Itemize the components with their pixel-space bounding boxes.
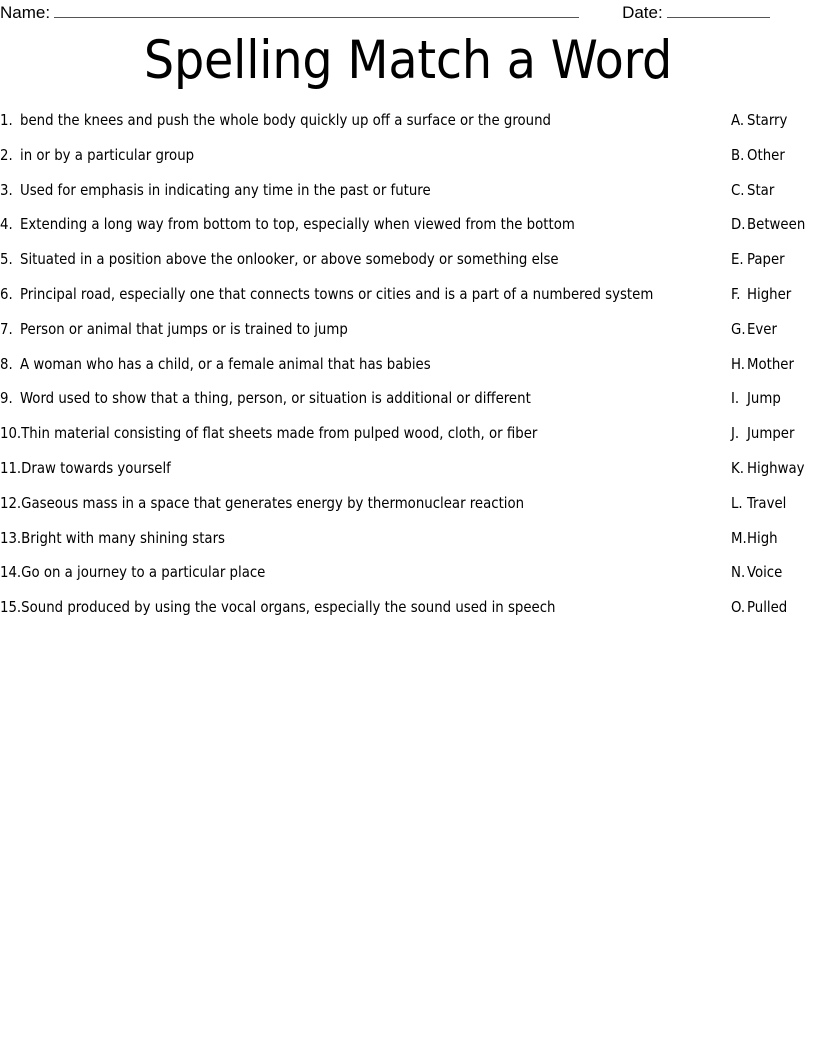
definition-item-8[interactable] — [0, 355, 722, 375]
choice-letter: O. — [731, 599, 746, 617]
choice-item-k[interactable] — [731, 459, 816, 479]
definition-item-13[interactable] — [0, 529, 722, 549]
name-blank-line[interactable] — [54, 2, 579, 18]
definition-item-12[interactable] — [0, 494, 722, 514]
choice-item-i[interactable] — [731, 389, 816, 409]
choice-item-e[interactable] — [731, 250, 816, 270]
choice-word: Voice — [747, 564, 783, 582]
definition-text: Situated in a position above the onlooker, or above somebody or something else — [20, 251, 559, 269]
choice-letter: D. — [731, 216, 746, 234]
definition-number: 1. — [0, 112, 13, 129]
definition-text: Sound produced by using the vocal organs, especially the sound used in speech — [21, 599, 556, 617]
definition-text: Word used to show that a thing, person, or situation is additional or different — [20, 390, 531, 408]
choice-word: Paper — [747, 251, 785, 269]
choice-item-f[interactable] — [731, 285, 816, 305]
definition-item-7[interactable] — [0, 320, 722, 340]
choice-item-b[interactable] — [731, 146, 816, 166]
definition-item-4[interactable] — [0, 215, 722, 235]
choice-item-l[interactable] — [731, 494, 816, 514]
choice-word: Ever — [747, 320, 777, 338]
table-row — [0, 560, 816, 595]
date-blank-line[interactable] — [667, 2, 770, 18]
definition-number: 5. — [0, 251, 13, 269]
definition-text: Gaseous mass in a space that generates energy by thermonuclear reaction — [21, 494, 525, 512]
definition-text: Draw towards yourself — [21, 459, 171, 477]
choice-item-j[interactable] — [731, 424, 816, 444]
definition-text: Go on a journey to a particular place — [21, 564, 266, 582]
choice-word: Travel — [747, 494, 787, 512]
choice-letter: N. — [731, 564, 746, 582]
definition-item-3[interactable] — [0, 181, 722, 201]
definition-number: 2. — [0, 146, 13, 164]
definition-text: Thin material consisting of flat sheets made from pulped wood, cloth, or fiber — [21, 425, 538, 443]
choice-letter: M. — [731, 529, 747, 547]
definition-item-11[interactable] — [0, 459, 722, 479]
choice-letter: F. — [731, 285, 741, 303]
choice-item-h[interactable] — [731, 355, 816, 375]
definition-text: in or by a particular group — [20, 146, 195, 164]
definition-item-9[interactable] — [0, 389, 722, 409]
table-row — [0, 317, 816, 352]
definition-item-14[interactable] — [0, 563, 722, 583]
table-row — [0, 282, 816, 317]
definition-text: A woman who has a child, or a female animal that has babies — [20, 355, 431, 373]
choice-word: Mother — [747, 355, 794, 373]
choice-item-d[interactable] — [731, 215, 816, 235]
date-label: Date: — [622, 3, 663, 22]
definition-number: 8. — [0, 355, 13, 373]
choice-item-c[interactable] — [731, 181, 816, 201]
name-label: Name: — [0, 3, 51, 22]
choice-item-m[interactable] — [731, 529, 816, 549]
choice-word: Other — [747, 146, 785, 164]
definition-text: bend the knees and push the whole body quickly up off a surface or the ground — [20, 112, 551, 129]
definition-item-1[interactable] — [0, 111, 722, 131]
choice-letter: G. — [731, 320, 746, 338]
definition-number: 3. — [0, 181, 13, 199]
definition-item-2[interactable] — [0, 146, 722, 166]
table-row — [0, 143, 816, 178]
choice-word: Star — [747, 181, 775, 199]
definition-text: Person or animal that jumps or is trained to jump — [20, 320, 348, 338]
table-row — [0, 526, 816, 561]
definition-text: Principal road, especially one that connects towns or cities and is a part of a numbered system — [20, 285, 654, 303]
choice-word: Jump — [747, 390, 781, 408]
choice-letter: J. — [731, 425, 740, 443]
table-row — [0, 108, 816, 143]
choice-letter: I. — [731, 390, 740, 408]
choice-letter: B. — [731, 146, 745, 164]
definition-number: 9. — [0, 390, 13, 408]
matching-list — [0, 108, 816, 630]
definition-text: Used for emphasis in indicating any time in the past or future — [20, 181, 431, 199]
definition-text: Extending a long way from bottom to top, especially when viewed from the bottom — [20, 216, 575, 234]
choice-letter: E. — [731, 251, 744, 269]
page-title: Spelling Match a Word — [143, 30, 673, 91]
choice-word: Highway — [747, 459, 805, 477]
choice-letter: A. — [731, 112, 745, 129]
definition-number: 14. — [0, 564, 22, 582]
definition-number: 10. — [0, 425, 22, 443]
definition-number: 15. — [0, 599, 22, 617]
table-row — [0, 212, 816, 247]
table-row — [0, 178, 816, 213]
definition-number: 13. — [0, 529, 22, 547]
choice-item-o[interactable] — [731, 598, 816, 618]
choice-word: Higher — [747, 285, 792, 303]
definition-item-5[interactable] — [0, 250, 722, 270]
choice-word: Starry — [747, 112, 788, 129]
worksheet-header — [0, 0, 816, 26]
table-row — [0, 352, 816, 387]
choice-letter: C. — [731, 181, 745, 199]
choice-word: Pulled — [747, 599, 788, 617]
choice-item-n[interactable] — [731, 563, 816, 583]
table-row — [0, 247, 816, 282]
definition-item-15[interactable] — [0, 598, 722, 618]
choice-word: High — [747, 529, 778, 547]
table-row — [0, 386, 816, 421]
choice-item-a[interactable] — [731, 111, 816, 131]
choice-letter: K. — [731, 459, 744, 477]
definition-text: Bright with many shining stars — [21, 529, 225, 547]
choice-letter: L. — [731, 494, 743, 512]
table-row — [0, 456, 816, 491]
choice-item-g[interactable] — [731, 320, 816, 340]
definition-number: 12. — [0, 494, 22, 512]
table-row — [0, 595, 816, 630]
definition-number: 4. — [0, 216, 13, 234]
table-row — [0, 491, 816, 526]
definition-number: 7. — [0, 320, 13, 338]
table-row — [0, 421, 816, 456]
definition-number: 11. — [0, 459, 22, 477]
choice-letter: H. — [731, 355, 745, 373]
definition-item-10[interactable] — [0, 424, 722, 444]
definition-item-6[interactable] — [0, 285, 722, 305]
choice-word: Between — [747, 216, 806, 234]
definition-number: 6. — [0, 285, 13, 303]
choice-word: Jumper — [747, 425, 795, 443]
